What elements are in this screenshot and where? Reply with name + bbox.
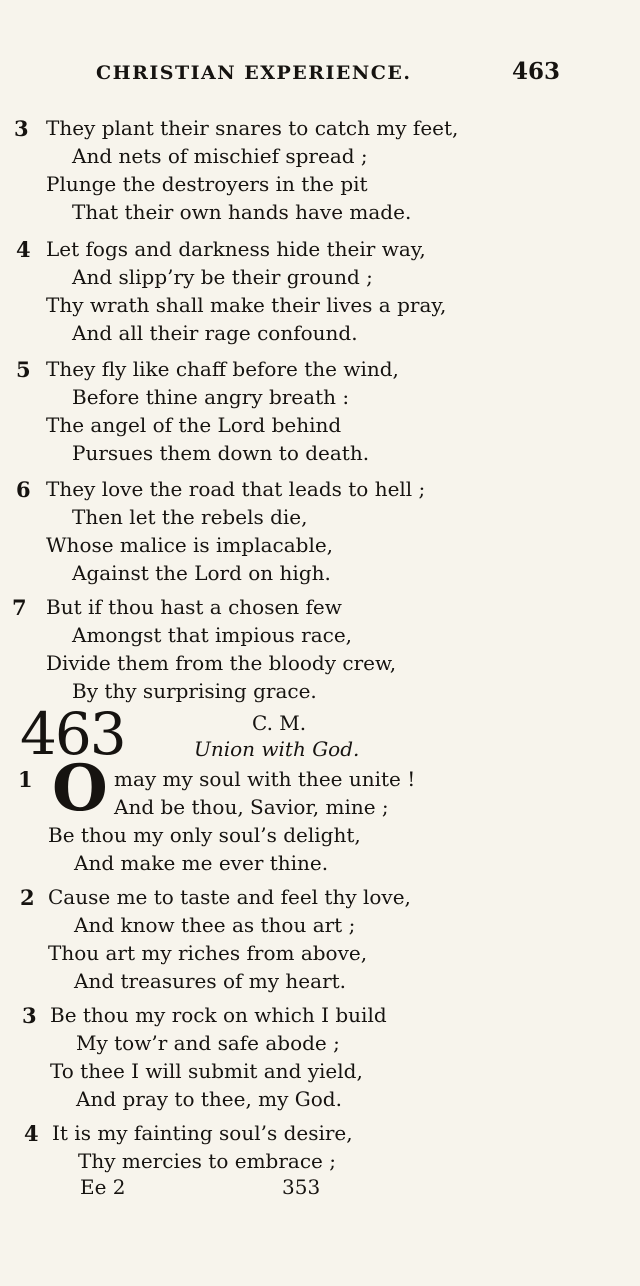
verse-line: Be thou my only soul’s delight, xyxy=(48,823,361,847)
stanza-number: 5 xyxy=(16,357,31,382)
verse-line: And pray to thee, my God. xyxy=(76,1087,342,1111)
stanza-number: 4 xyxy=(24,1121,39,1146)
verse-line: may my soul with thee unite ! xyxy=(114,767,416,791)
page-number: 463 xyxy=(512,58,561,85)
verse-line: It is my fainting soul’s desire, xyxy=(52,1121,353,1145)
hymn-meter: C. M. xyxy=(252,711,307,735)
drop-cap: O xyxy=(52,751,108,826)
verse-line: And make me ever thine. xyxy=(74,851,329,875)
hymn-number: 463 xyxy=(20,700,125,768)
verse-line: That their own hands have made. xyxy=(72,200,412,224)
verse-line: Then let the rebels die, xyxy=(72,505,308,529)
verse-line: Cause me to taste and feel thy love, xyxy=(48,885,411,909)
verse-line: Divide them from the bloody crew, xyxy=(46,651,397,675)
stanza-number: 3 xyxy=(22,1003,37,1028)
verse-line: They love the road that leads to hell ; xyxy=(46,477,426,501)
stanza-number: 6 xyxy=(16,477,31,502)
running-head: CHRISTIAN EXPERIENCE. xyxy=(96,62,412,84)
verse-line: And be thou, Savior, mine ; xyxy=(114,795,389,819)
verse-line: But if thou hast a chosen few xyxy=(46,595,342,619)
verse-line: And nets of mischief spread ; xyxy=(72,144,368,168)
verse-line: Be thou my rock on which I build xyxy=(50,1003,387,1027)
verse-line: Plunge the destroyers in the pit xyxy=(46,172,368,196)
hymn-title: Union with God. xyxy=(194,737,360,761)
verse-line: To thee I will submit and yield, xyxy=(50,1059,363,1083)
verse-line: And slipp’ry be their ground ; xyxy=(72,265,373,289)
verse-line: My tow’r and safe abode ; xyxy=(76,1031,340,1055)
verse-line: Let fogs and darkness hide their way, xyxy=(46,237,426,261)
verse-line: And all their rage confound. xyxy=(72,321,358,345)
verse-line: And treasures of my heart. xyxy=(74,969,347,993)
verse-line: Whose malice is implacable, xyxy=(46,533,334,557)
verse-line: They plant their snares to catch my feet, xyxy=(46,116,459,140)
stanza-number: 4 xyxy=(16,237,31,262)
stanza-number: 3 xyxy=(14,116,29,141)
verse-line: Thy mercies to embrace ; xyxy=(78,1149,336,1173)
signature-mark: Ee 2 xyxy=(80,1175,126,1199)
verse-line: Pursues them down to death. xyxy=(72,441,370,465)
verse-line: Before thine angry breath : xyxy=(72,385,350,409)
stanza-number: 1 xyxy=(18,767,33,792)
verse-line: By thy surprising grace. xyxy=(72,679,317,703)
verse-line: They fly like chaff before the wind, xyxy=(46,357,399,381)
stanza-number: 2 xyxy=(20,885,35,910)
verse-line: Thy wrath shall make their lives a pray, xyxy=(46,293,447,317)
verse-line: Against the Lord on high. xyxy=(72,561,331,585)
footer-page-number: 353 xyxy=(282,1175,321,1199)
verse-line: Amongst that impious race, xyxy=(72,623,353,647)
stanza-number: 7 xyxy=(12,595,27,620)
verse-line: And know thee as thou art ; xyxy=(74,913,356,937)
verse-line: The angel of the Lord behind xyxy=(46,413,342,437)
verse-line: Thou art my riches from above, xyxy=(48,941,368,965)
